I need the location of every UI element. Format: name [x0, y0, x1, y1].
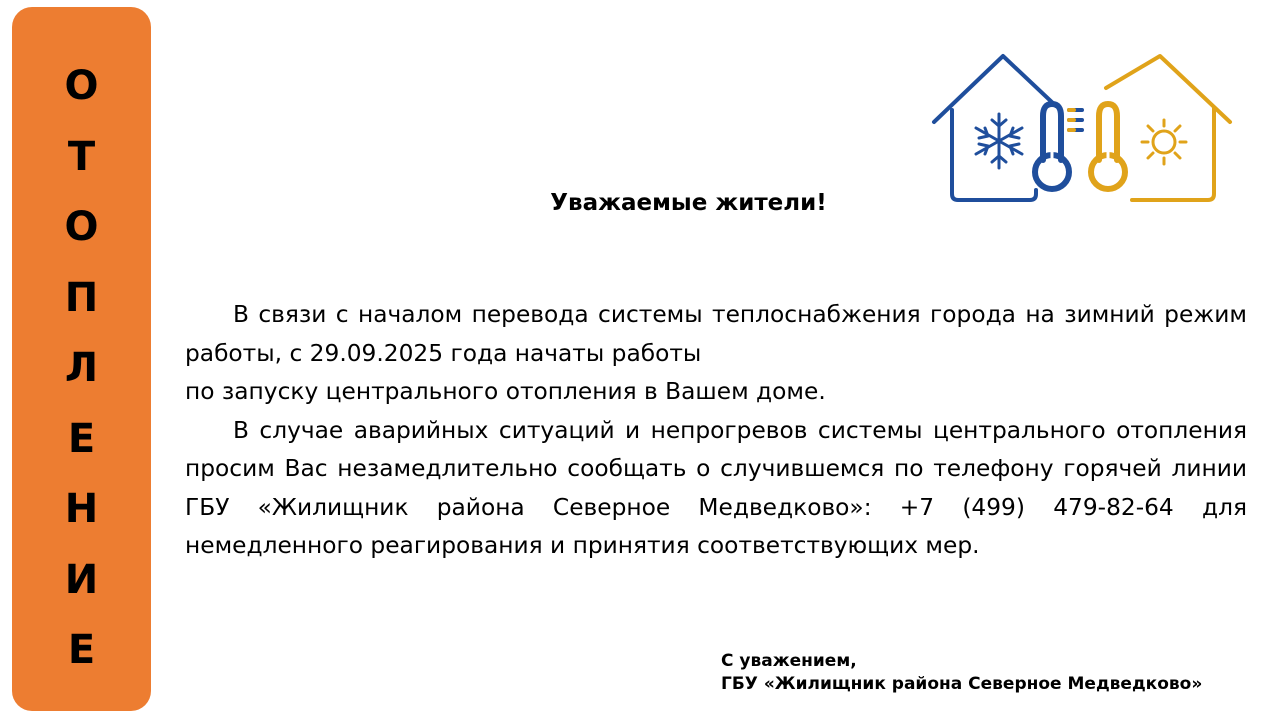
notice-paragraph	[185, 296, 1247, 412]
signature-organization: ГБУ «Жилищник района Северное Медведково»	[721, 674, 1203, 694]
side-banner-letter: И	[64, 556, 99, 603]
sun-icon	[1142, 120, 1186, 164]
signature-greeting: С уважением,	[721, 651, 857, 671]
side-banner-letter: П	[64, 274, 99, 321]
side-banner-letter: Т	[67, 133, 96, 180]
notice-paragraph: В случае аварийных ситуаций и непрогревов системы центрального отопления просим Вас незамедлительно сообщать о случившемся по телефону горячей линии ГБУ «Жилищник района Северное Медведково»: +7 (499) 479-82-64 для немедленного реагирования и принятия соответствующих мер.	[185, 416, 1247, 559]
snowflake-icon	[976, 114, 1022, 168]
notice-paragraph-line: по запуску центрального отопления в Вашем доме.	[185, 378, 826, 405]
signature	[721, 650, 1202, 696]
house-thermometer-cold-warm-logo	[928, 50, 1234, 206]
side-banner-letter: О	[64, 63, 99, 109]
thermometer-scale-icon	[1069, 110, 1082, 130]
side-banner-letter: Н	[64, 486, 99, 532]
side-banner	[12, 7, 151, 711]
side-banner-letter: Л	[64, 345, 99, 391]
side-banner-letter: Е	[67, 415, 96, 462]
notice-paragraph-line: В связи с началом перевода системы теплоснабжения города на зимний режим работы, с 29.09.2025 года начаты работы	[185, 301, 1247, 367]
side-banner-letter: О	[64, 204, 99, 250]
side-banner-letter: Е	[67, 627, 96, 673]
notice-body	[185, 296, 1247, 566]
greeting-heading: Уважаемые жители!	[550, 190, 827, 216]
